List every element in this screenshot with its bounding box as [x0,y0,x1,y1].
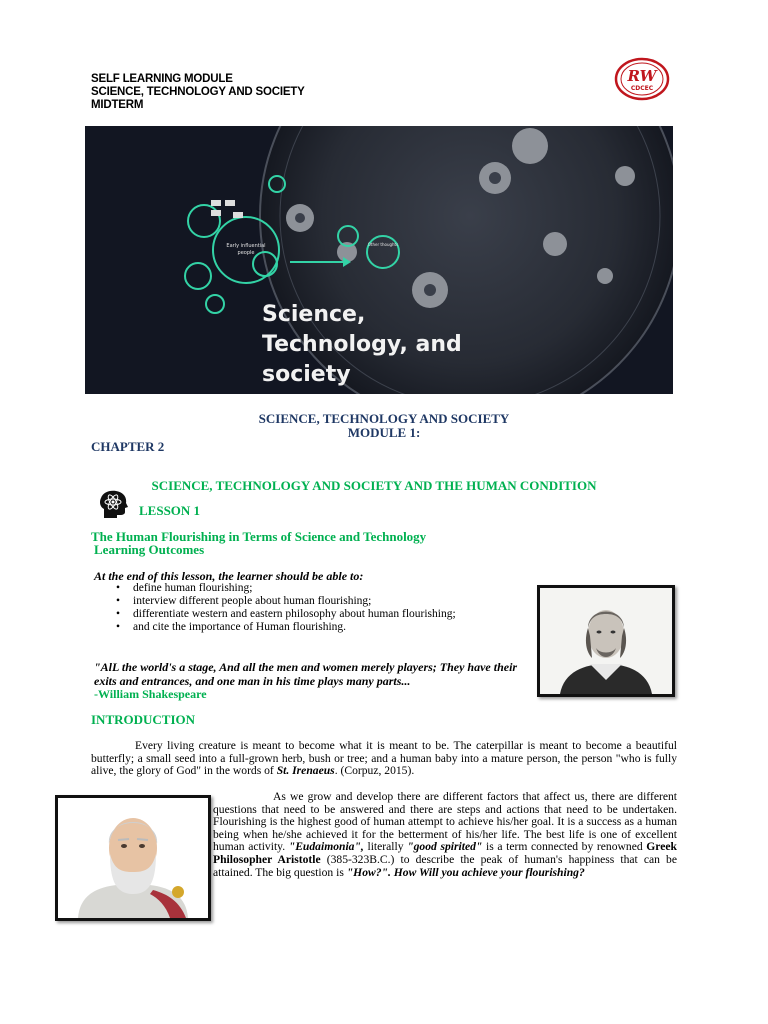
objectives-list [92,582,522,634]
header-line-2: SCIENCE, TECHNOLOGY AND SOCIETY [91,86,305,98]
shakespeare-portrait [537,585,675,697]
outcomes-heading: Learning Outcomes [94,542,205,557]
introduction-heading: INTRODUCTION [91,712,196,727]
chapter-title: SCIENCE, TECHNOLOGY AND SOCIETY AND THE HUMAN CONDITION [151,478,597,493]
banner-title-line-2: Technology, and [262,332,462,357]
intro-paragraph-2: As we grow and develop there are different factors that affect us, there are different questions that need to be answered and there are steps and actions that need to be undertaken. Flourishing is the highest good of human attempt to achieve his/her goal. It is a success as a human being when he/she achieved it for the betterment of his/her life. The best life is one of excellent human activity. "Eudaimonia", literally "good spirited" is a term connected by renowned Greek Philosopher Aristotle (385-323B.C.) to describe the peak of human's happiness that can be attained. The big question is "How?". How Will you achieve your flourishing? [213,790,678,879]
quote-author: -William Shakespeare [94,687,207,701]
header-line-1: SELF LEARNING MODULE [91,73,233,85]
svg-text:RW: RW [627,67,657,85]
school-logo [614,57,670,101]
list-item: • interview different people about human flourishing; [92,595,522,608]
list-item: • and cite the importance of Human flourishing. [92,621,522,634]
svg-text:Other thoughts: Other thoughts [367,242,399,247]
intro-paragraph-1: Every living creature is meant to become what it is meant to be. The caterpillar is meant to become a beautiful butterfly; a small seed into a full-grown herb, bush or tree; and a human baby into a mature person, the person "who is fully alive, the glory of God" in the words of St. Irenaeus. (Corpuz, 2015). [91,739,677,778]
banner-image [85,126,673,394]
objectives-intro: At the end of this lesson, the learner should be able to: [94,569,364,583]
svg-text:CDCEC: CDCEC [630,85,654,92]
aristotle-portrait [55,795,211,921]
module-label: MODULE 1: [347,425,421,440]
banner-title-line-3: society [262,362,351,387]
banner-title-line-1: Science, [262,302,366,327]
shakespeare-quote: "AlL the world's a stage, And all the men and women merely players; They have their exits and entrances, and one man in his time plays many parts... [94,660,518,688]
chapter-label: CHAPTER 2 [91,439,165,454]
svg-text:Early influential: Early influential [226,243,266,249]
lesson-title: The Human Flourishing in Terms of Science and Technology [91,529,427,544]
head-atom-icon [98,489,128,519]
module-title: SCIENCE, TECHNOLOGY AND SOCIETY [258,411,510,426]
list-item: • differentiate western and eastern philosophy about human flourishing; [92,608,522,621]
svg-text:people: people [237,250,255,256]
lesson-label: LESSON 1 [139,503,201,518]
header-line-3: MIDTERM [91,99,144,111]
list-item: • define human flourishing; [92,582,522,595]
